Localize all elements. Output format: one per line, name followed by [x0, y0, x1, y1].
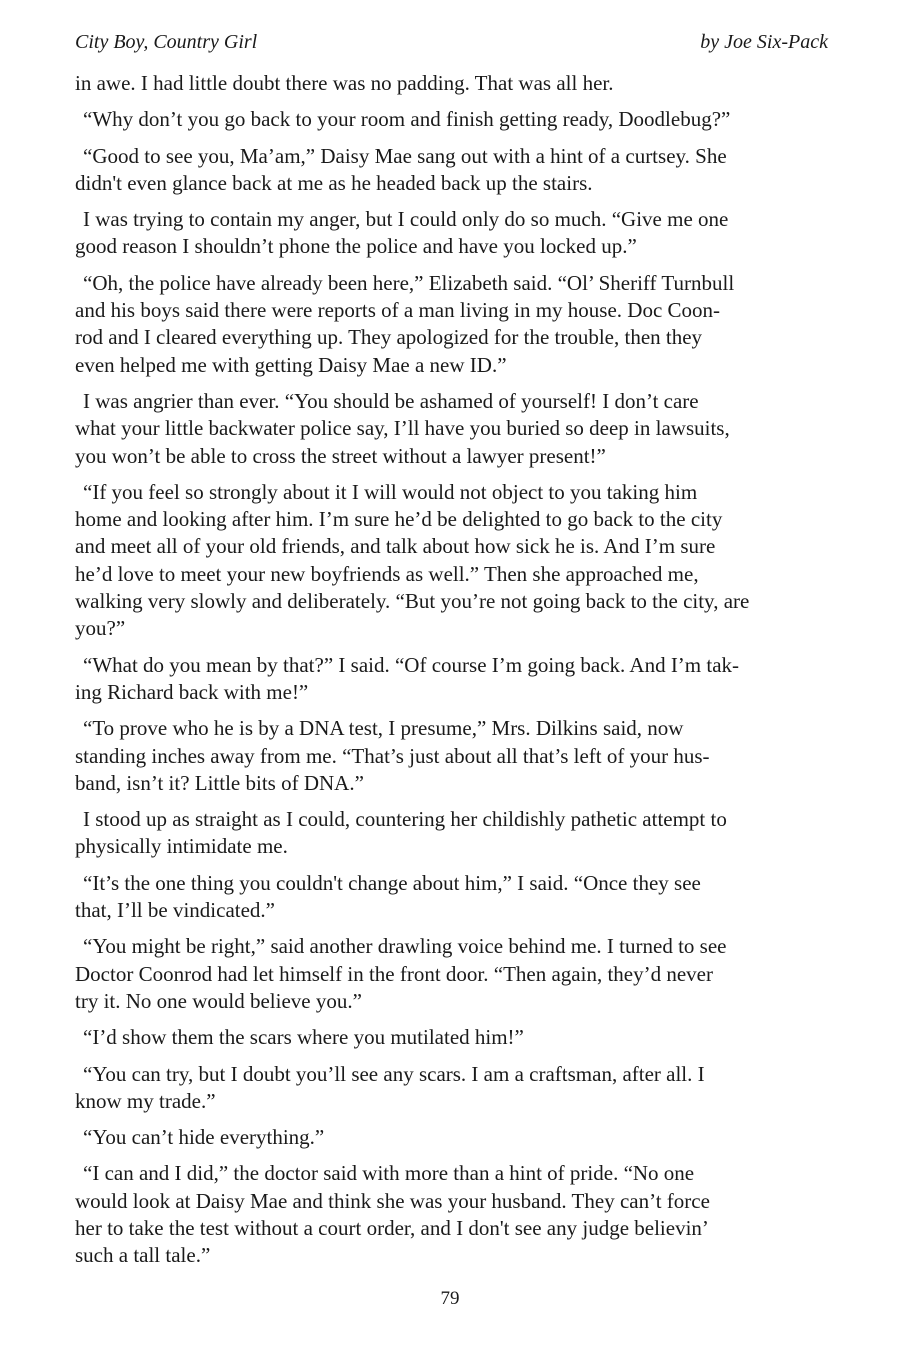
- paragraph: [75, 652, 860, 707]
- text-line: ing Richard back with me!”: [75, 679, 309, 704]
- page-title: City Boy, Country Girl: [75, 31, 258, 53]
- text-line: “What do you mean by that?” I said. “Of course I’m going back. And I’m tak-: [83, 652, 740, 677]
- text-line: I stood up as straight as I could, countering her childishly pathetic attempt to: [83, 807, 727, 832]
- text-line: such a tall tale.”: [75, 1243, 211, 1268]
- text-line: physically intimidate me.: [75, 834, 288, 859]
- text-line: standing inches away from me. “That’s just about all that’s left of your hus-: [75, 743, 710, 768]
- text-line: and his boys said there were reports of a man living in my house. Doc Coon-: [75, 298, 721, 323]
- text-line: home and looking after him. I’m sure he’d be delighted to go back to the city: [75, 507, 723, 532]
- text-line: “Good to see you, Ma’am,” Daisy Mae sang out with a hint of a curtsey. She: [83, 143, 727, 168]
- paragraph: [75, 206, 860, 261]
- text-line: that, I’ll be vindicated.”: [75, 898, 276, 923]
- text-line: “If you feel so strongly about it I will would not object to you taking him: [83, 479, 698, 504]
- paragraph: [75, 479, 860, 643]
- text-line: “You can try, but I doubt you’ll see any scars. I am a craftsman, after all. I: [83, 1061, 705, 1086]
- text-line: try it. No one would believe you.”: [75, 988, 362, 1013]
- page-number: 79: [440, 1288, 460, 1309]
- text-line: he’d love to meet your new boyfriends as well.” Then she approached me,: [75, 561, 699, 586]
- text-line: rod and I cleared everything up. They apologized for the trouble, then they: [75, 325, 703, 350]
- text-line: I was angrier than ever. “You should be ashamed of yourself! I don’t care: [83, 388, 699, 413]
- text-line: good reason I shouldn’t phone the police and have you locked up.”: [75, 234, 637, 259]
- text-line: in awe. I had little doubt there was no padding. That was all her.: [75, 71, 614, 95]
- text-line: I was trying to contain my anger, but I could only do so much. “Give me one: [83, 207, 729, 232]
- text-line: would look at Daisy Mae and think she was your husband. They can’t force: [75, 1188, 710, 1213]
- text-line: you?”: [75, 616, 126, 641]
- paragraph: [75, 806, 860, 861]
- text-line: band, isn’t it? Little bits of DNA.”: [75, 770, 364, 795]
- text-line: you won’t be able to cross the street without a lawyer present!”: [75, 443, 606, 468]
- text-line: “You can’t hide everything.”: [83, 1125, 325, 1150]
- paragraph: [75, 1160, 860, 1269]
- text-line: her to take the test without a court order, and I don't see any judge believin’: [75, 1215, 709, 1240]
- paragraph: [75, 1124, 860, 1151]
- text-line: and meet all of your old friends, and talk about how sick he is. And I’m sure: [75, 534, 716, 559]
- paragraph: [75, 1061, 860, 1116]
- text-line: “I can and I did,” the doctor said with more than a hint of pride. “No one: [83, 1161, 695, 1186]
- paragraph: [75, 270, 860, 379]
- body-text: [75, 70, 860, 1279]
- text-line: “You might be right,” said another drawling voice behind me. I turned to see: [83, 934, 727, 959]
- text-line: “Oh, the police have already been here,” Elizabeth said. “Ol’ Sheriff Turnbull: [83, 270, 735, 295]
- paragraph: [75, 870, 860, 925]
- paragraph: [75, 933, 860, 1015]
- paragraph: [75, 143, 860, 198]
- paragraph: [75, 70, 860, 97]
- text-line: know my trade.”: [75, 1088, 216, 1113]
- text-line: walking very slowly and deliberately. “But you’re not going back to the city, are: [75, 589, 750, 614]
- text-line: “I’d show them the scars where you mutilated him!”: [83, 1025, 524, 1050]
- paragraph: [75, 388, 860, 470]
- text-line: Doctor Coonrod had let himself in the front door. “Then again, they’d never: [75, 961, 713, 986]
- text-line: “Why don’t you go back to your room and finish getting ready, Doodlebug?”: [83, 107, 731, 132]
- page-footer: [0, 1288, 900, 1310]
- paragraph: [75, 106, 860, 133]
- author-credit: by Joe Six-Pack: [700, 31, 828, 53]
- text-line: even helped me with getting Daisy Mae a new ID.”: [75, 352, 507, 377]
- text-line: didn't even glance back at me as he headed back up the stairs.: [75, 170, 593, 195]
- running-head: [75, 30, 828, 54]
- paragraph: [75, 1024, 860, 1051]
- paragraph: [75, 715, 860, 797]
- text-line: what your little backwater police say, I’ll have you buried so deep in lawsuits,: [75, 416, 730, 441]
- text-line: “It’s the one thing you couldn't change about him,” I said. “Once they see: [83, 870, 701, 895]
- text-line: “To prove who he is by a DNA test, I presume,” Mrs. Dilkins said, now: [83, 716, 684, 741]
